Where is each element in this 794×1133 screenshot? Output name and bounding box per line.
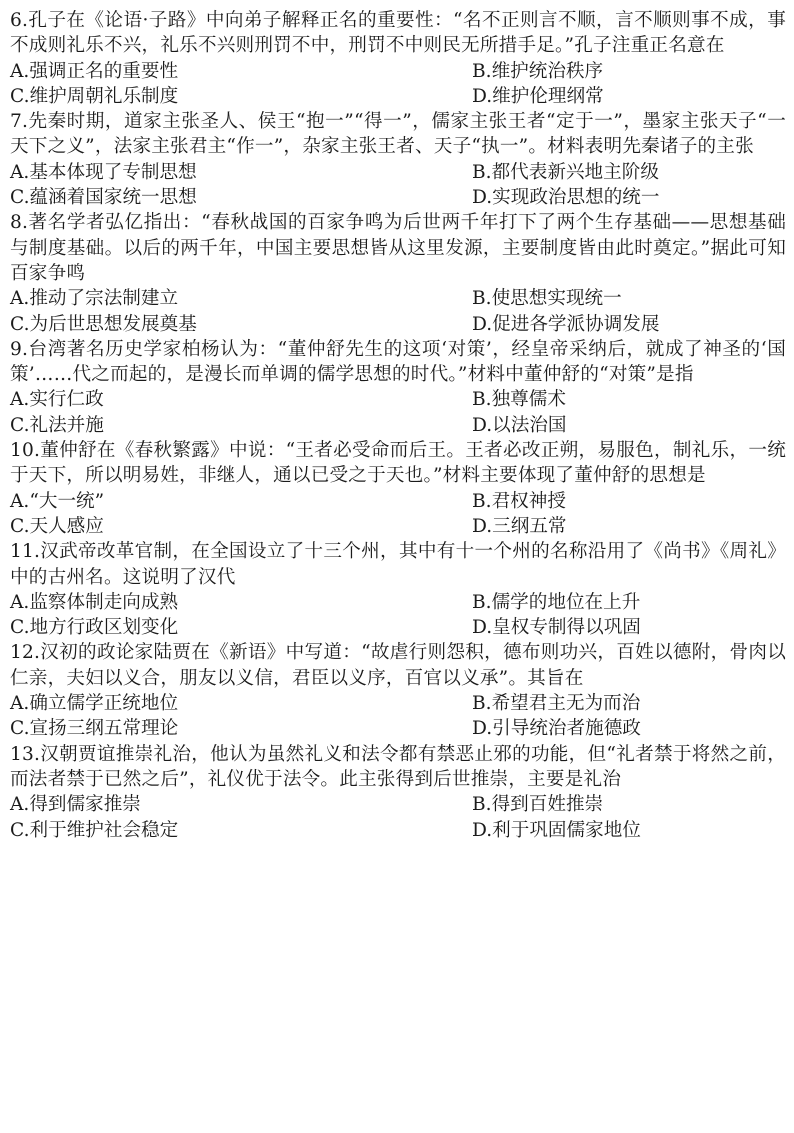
option-c: C.蕴涵着国家统一思想 [10,187,197,209]
option-d: D.维护伦理纲常 [472,85,604,107]
option-c: C.维护周朝礼乐制度 [10,85,179,107]
option-a: A.实行仁政 [10,389,104,411]
question-stem: 8.著名学者弘亿指出：“春秋战国的百家争鸣为后世两千年打下了两个生存基础——思想基础与制度基础。以后的两千年，中国主要思想皆从这里发源，主要制度皆由此时奠定。”据此可知百家争鸣 [10,212,786,284]
option-d: D.促进各学派协调发展 [472,313,660,335]
option-a: A.监察体制走向成熟 [10,591,179,613]
option-c: C.为后世思想发展奠基 [10,313,197,335]
option-b: B.希望君主无为而治 [472,693,641,715]
option-d: D.利于巩固儒家地位 [472,819,641,841]
option-b: B.使思想实现统一 [472,288,622,310]
option-d: D.实现政治思想的统一 [472,187,660,209]
option-a: A.推动了宗法制建立 [10,288,179,310]
question-stem: 13.汉朝贾谊推崇礼治，他认为虽然礼义和法令都有禁恶止邪的功能，但“礼者禁于将然之前，而法者禁于已然之后”，礼仪优于法令。此主张得到后世推崇，主要是礼治 [10,743,786,790]
question-11 [10,539,786,640]
question-stem: 6.孔子在《论语·子路》中向弟子解释正名的重要性：“名不正则言不顺，言不顺则事不成，事不成则礼乐不兴，礼乐不兴则刑罚不中，刑罚不中则民无所措手足。”孔子注重正名意在 [10,10,786,57]
option-b: B.维护统治秩序 [472,60,604,82]
option-a: A.“大一统” [10,490,105,512]
question-stem: 9.台湾著名历史学家柏杨认为：“董仲舒先生的这项‘对策’，经皇帝采纳后，就成了神圣的‘国策’……代之而起的，是漫长而单调的儒学思想的时代。”材料中董仲舒的“对策”是指 [10,338,786,386]
option-b: B.独尊儒术 [472,389,566,411]
option-grid [10,590,786,641]
question-9 [10,337,786,438]
option-d: D.三纲五常 [472,515,567,537]
option-a: A.得到儒家推崇 [10,794,141,816]
option-b: B.都代表新兴地主阶级 [472,161,659,183]
option-d: D.皇权专制得以巩固 [472,617,641,639]
question-stem: 11.汉武帝改革官制，在全国设立了十三个州，其中有十一个州的名称沿用了《尚书》《周礼》中的古州名。这说明了汉代 [10,541,786,588]
option-c: C.宣扬三纲五常理论 [10,718,179,740]
option-c: C.利于维护社会稳定 [10,819,179,841]
question-10 [10,438,786,539]
option-d: D.引导统治者施德政 [472,718,641,740]
option-grid [10,792,786,843]
option-grid [10,286,786,337]
option-b: B.得到百姓推崇 [472,794,604,816]
option-d: D.以法治国 [472,414,567,436]
option-b: B.儒学的地位在上升 [472,591,641,613]
exam-page [10,8,786,843]
option-a: A.基本体现了专制思想 [10,161,197,183]
question-stem: 7.先秦时期，道家主张圣人、侯王“抱一”“得一”，儒家主张王者“定于一”，墨家主张天子“一天下之义”，法家主张君主“作一”，杂家主张王者、天子“执一”。材料表明先秦诸子的主张 [10,111,786,158]
option-c: C.天人感应 [10,515,104,537]
option-grid [10,387,786,438]
question-8 [10,210,786,336]
option-grid [10,160,786,211]
option-grid [10,489,786,540]
option-a: A.强调正名的重要性 [10,60,179,82]
option-a: A.确立儒学正统地位 [10,693,179,715]
question-stem: 12.汉初的政论家陆贾在《新语》中写道：“故虐行则怨积，德布则功兴，百姓以德附，骨肉以仁亲，夫妇以义合，朋友以义信，君臣以义序，百官以义承”。其旨在 [10,642,786,689]
option-c: C.地方行政区划变化 [10,617,179,639]
option-grid [10,59,786,110]
option-grid [10,691,786,742]
question-7 [10,109,786,210]
option-b: B.君权神授 [472,490,566,512]
question-stem: 10.董仲舒在《春秋繁露》中说：“王者必受命而后王。王者必改正朔，易服色，制礼乐，一统于天下，所以明易姓，非继人，通以已受之于天也。”材料主要体现了董仲舒的思想是 [10,440,786,487]
question-13 [10,742,786,843]
option-c: C.礼法并施 [10,414,104,436]
question-6 [10,8,786,109]
question-12 [10,640,786,741]
